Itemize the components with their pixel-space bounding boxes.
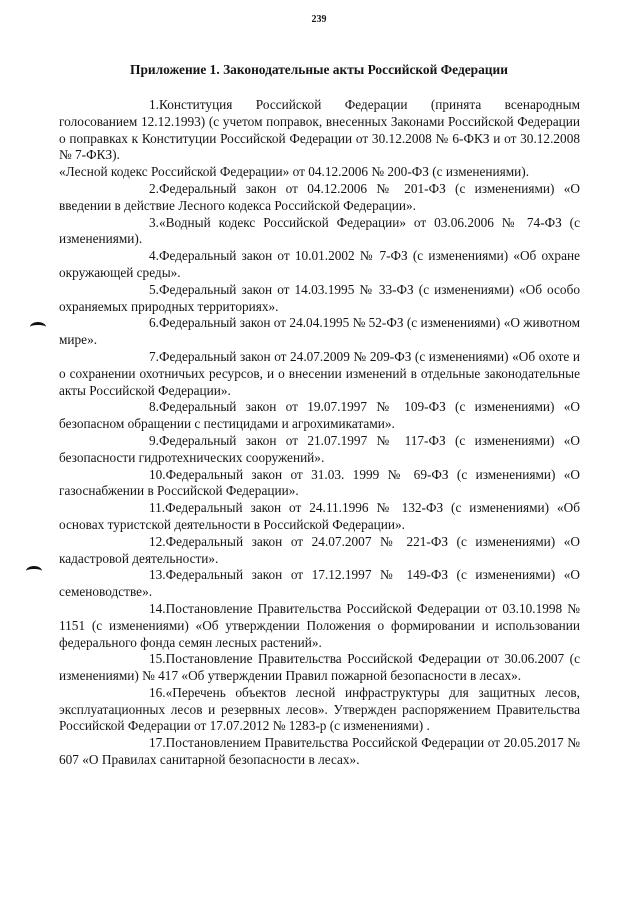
item-text: Федеральный закон от 31.03. 1999 № 69-ФЗ (с изменениями) «О газоснабжении в Российской Федерации». [59,466,580,499]
list-item [59,433,580,467]
list-item [59,215,580,249]
item-text: Федеральный закон от 24.11.1996 № 132-ФЗ (с изменениями) «Об основах туристской деятельности в Российской Федерации». [59,500,580,532]
page-heading: Приложение 1. Законодательные акты Российской Федерации [130,62,508,77]
list-item [59,181,580,215]
item-text: Федеральный закон от 17.12.1997 № 149-ФЗ (с изменениями) «О семеноводстве». [59,567,580,600]
item-text: Федеральный закон от 24.04.1995 № 52-ФЗ (с изменениями) «О животном мире». [59,315,580,348]
item-number: 6. [149,315,159,331]
item-text: «Водный кодекс Российской Федерации» от 03.06.2006 № 74-ФЗ (с изменениями). [59,214,580,247]
item-number: 1. [149,97,159,112]
list-item [59,282,580,316]
item-number: 8. [149,399,159,415]
list-item [59,164,580,181]
list-item [59,467,580,501]
item-text: Постановление Правительства Российской Федерации от 03.10.1998 № 1151 (с изменениями) «Об утверждении Положения о формировании и использовании федерального фонда семян лесных растений». [59,600,580,650]
item-text: Конституция Российской Федерации (принята всенародным голосованием 12.12.1993) (с учетом поправок, внесенных Законами Российской Федерации о поправках к Конституции Российской Федерации от 30.12.2008 № 6-ФКЗ и от 30.12.2008 № 7-ФКЗ). [59,97,580,163]
item-text: Федеральный закон от 14.03.1995 № 33-ФЗ (с изменениями) «Об особо охраняемых природных территориях». [59,281,580,314]
item-text: Федеральный закон от 21.07.1997 № 117-ФЗ (с изменениями) «О безопасности гидротехнических сооружений». [59,432,580,465]
list-item [59,248,580,282]
item-number: 11. [149,500,166,516]
item-text: Федеральный закон от 24.07.2009 № 209-ФЗ (с изменениями) «Об охоте и о сохранении охотничьих ресурсов, и о внесении изменений в отдельные законодательные акты Российской Федерации». [59,348,580,398]
item-number: 10. [149,466,166,482]
list-item [59,97,580,164]
item-text: Федеральный закон от 10.01.2002 № 7-ФЗ (с изменениями) «Об охране окружающей среды». [59,248,580,280]
margin-mark [30,322,46,332]
list-item [59,349,580,399]
item-number: 17. [149,735,166,751]
item-text: Федеральный закон от 19.07.1997 № 109-ФЗ (с изменениями) «О безопасном обращении с пестицидами и агрохимикатами». [59,399,580,432]
item-number: 7. [149,348,159,364]
item-number: 15. [149,651,166,667]
item-number: 14. [149,600,166,616]
item-number: 9. [149,432,159,448]
list-item [59,399,580,433]
margin-mark [26,566,42,576]
list-item [59,651,580,685]
item-text: Федеральный закон от 24.07.2007 № 221-ФЗ (с изменениями) «О кадастровой деятельности». [59,533,580,566]
legislation-list [59,97,580,769]
item-number: 5. [149,281,159,297]
page-number: 239 [311,14,327,25]
list-item [59,567,580,601]
item-number: 2. [149,180,159,196]
list-item [59,315,580,349]
item-text: Постановление Правительства Российской Федерации от 30.06.2007 (с изменениями) № 417 «Об утверждении Правил пожарной безопасности в лесах». [59,651,580,684]
item-number: 13. [149,567,166,583]
list-item [59,601,580,651]
item-number: 4. [149,248,159,264]
item-number: 12. [149,533,166,549]
list-item [59,534,580,568]
item-number: 3. [149,214,159,230]
list-item [59,735,580,769]
item-number: 16. [149,684,166,700]
item-text: Постановлением Правительства Российской Федерации от 20.05.2017 № 607 «О Правилах санитарной безопасности в лесах». [59,735,580,768]
list-item [59,500,580,534]
list-item [59,685,580,735]
item-text: Федеральный закон от 04.12.2006 № 201-ФЗ (с изменениями) «О введении в действие Лесного кодекса Российской Федерации». [59,180,580,213]
item-text: «Перечень объектов лесной инфраструктуры для защитных лесов, эксплуатационных лесов и резервных лесов». Утвержден распоряжением Правительства Российской Федерации от 17.07.2012 № 1283-р (с изменениями) . [59,684,580,734]
item-text: «Лесной кодекс Российской Федерации» от 04.12.2006 № 200-ФЗ (с изменениями). [59,164,530,180]
